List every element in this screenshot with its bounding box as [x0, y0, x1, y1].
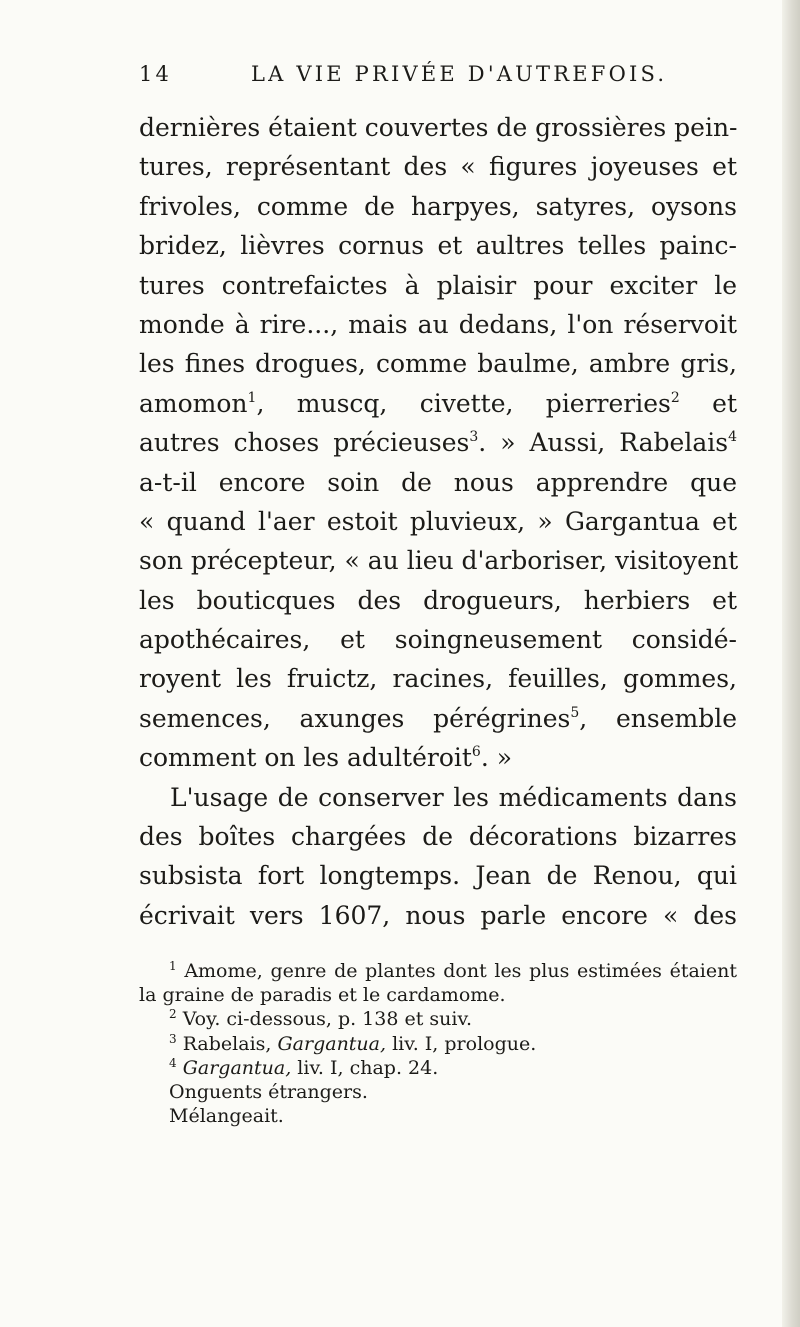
main-text	[139, 108, 737, 935]
footnote-ref: 1	[247, 389, 257, 406]
footnote-ref: 6	[471, 744, 481, 761]
page-number: 14	[139, 62, 173, 86]
text-line: bridez, lièvres cornus et aultres telles painc-	[139, 231, 737, 261]
footnote-ref: 3	[469, 429, 479, 446]
footnote	[139, 959, 737, 983]
footnote-text: Voy. ci-dessous, p. 138 et suiv.	[182, 1008, 472, 1031]
text-line	[139, 384, 737, 423]
text-span: semences, axunges pérégrines	[139, 703, 571, 733]
footnote-title: Gargantua,	[182, 1056, 292, 1079]
footnote	[139, 1056, 737, 1080]
text-line: frivoles, comme de harpyes, satyres, oysons	[139, 191, 737, 221]
text-span: . »	[480, 743, 513, 773]
page-edge-shadow	[782, 0, 800, 1327]
text-line: son précepteur, « au lieu d'arboriser, visitoyent	[139, 546, 739, 576]
text-span: , muscq, civette, pierreries	[256, 388, 671, 418]
text-line	[139, 423, 737, 462]
text-line: royent les fruictz, racines, feuilles, gommes,	[139, 664, 737, 694]
running-title: LA VIE PRIVÉE D'AUTREFOIS.	[251, 62, 668, 86]
footnote-title: Gargantua,	[277, 1032, 387, 1055]
text-line: subsista fort longtemps. Jean de Renou, qui	[139, 861, 737, 891]
text-line: tures contrefaictes à plaisir pour exciter le	[139, 270, 737, 300]
footnotes	[139, 959, 737, 1128]
text-line	[139, 699, 737, 738]
text-line: écrivait vers 1607, nous parle encore « des	[139, 900, 737, 930]
footnote-number: 2	[169, 1007, 177, 1022]
text-span: amomon	[139, 388, 248, 418]
text-line: a-t-il encore soin de nous apprendre que	[139, 467, 737, 497]
text-line: dernières étaient couvertes de grossières pein-	[139, 113, 738, 142]
text-span: , ensemble	[579, 703, 737, 733]
text-span: comment on les adultéroit	[139, 743, 472, 773]
footnote-text: Rabelais,	[182, 1032, 278, 1055]
footnote	[139, 1007, 737, 1031]
footnote-number: 3	[169, 1031, 177, 1046]
text-line: tures, représentant des « figures joyeuses et	[139, 152, 737, 182]
page-header	[139, 62, 735, 92]
footnote-ref: 2	[670, 389, 680, 406]
footnote-number: 4	[169, 1055, 177, 1070]
text-line: les fines drogues, comme baulme, ambre gris,	[139, 349, 737, 379]
text-line: les bouticques des drogueurs, herbiers et	[139, 585, 737, 615]
footnote-text: liv. I, chap. 24.	[291, 1056, 439, 1079]
footnote: Onguents étrangers.	[169, 1080, 368, 1103]
text-span: autres choses précieuses	[139, 428, 470, 458]
footnote: Mélangeait.	[169, 1105, 284, 1128]
footnote-number: 1	[169, 959, 177, 973]
text-span: et	[679, 388, 737, 418]
text-line: monde à rire..., mais au dedans, l'on réservoit	[139, 309, 737, 339]
footnote-continuation: la graine de paradis et le cardamome.	[139, 984, 506, 1007]
text-line: apothécaires, et soingneusement considé-	[139, 625, 737, 655]
text-line: des boîtes chargées de décorations bizarres	[139, 822, 737, 852]
footnote-text: Amome, genre de plantes dont les plus estimées étaient	[184, 960, 737, 982]
footnote-ref: 4	[728, 429, 737, 446]
footnote-text: liv. I, prologue.	[386, 1032, 537, 1055]
footnote	[139, 1032, 737, 1056]
text-line: L'usage de conserver les médicaments dans	[170, 782, 737, 812]
text-line	[139, 738, 737, 777]
text-span: . » Aussi, Rabelais	[478, 428, 729, 458]
footnote-ref: 5	[570, 704, 580, 721]
text-line: « quand l'aer estoit pluvieux, » Gargantua et	[139, 506, 737, 536]
